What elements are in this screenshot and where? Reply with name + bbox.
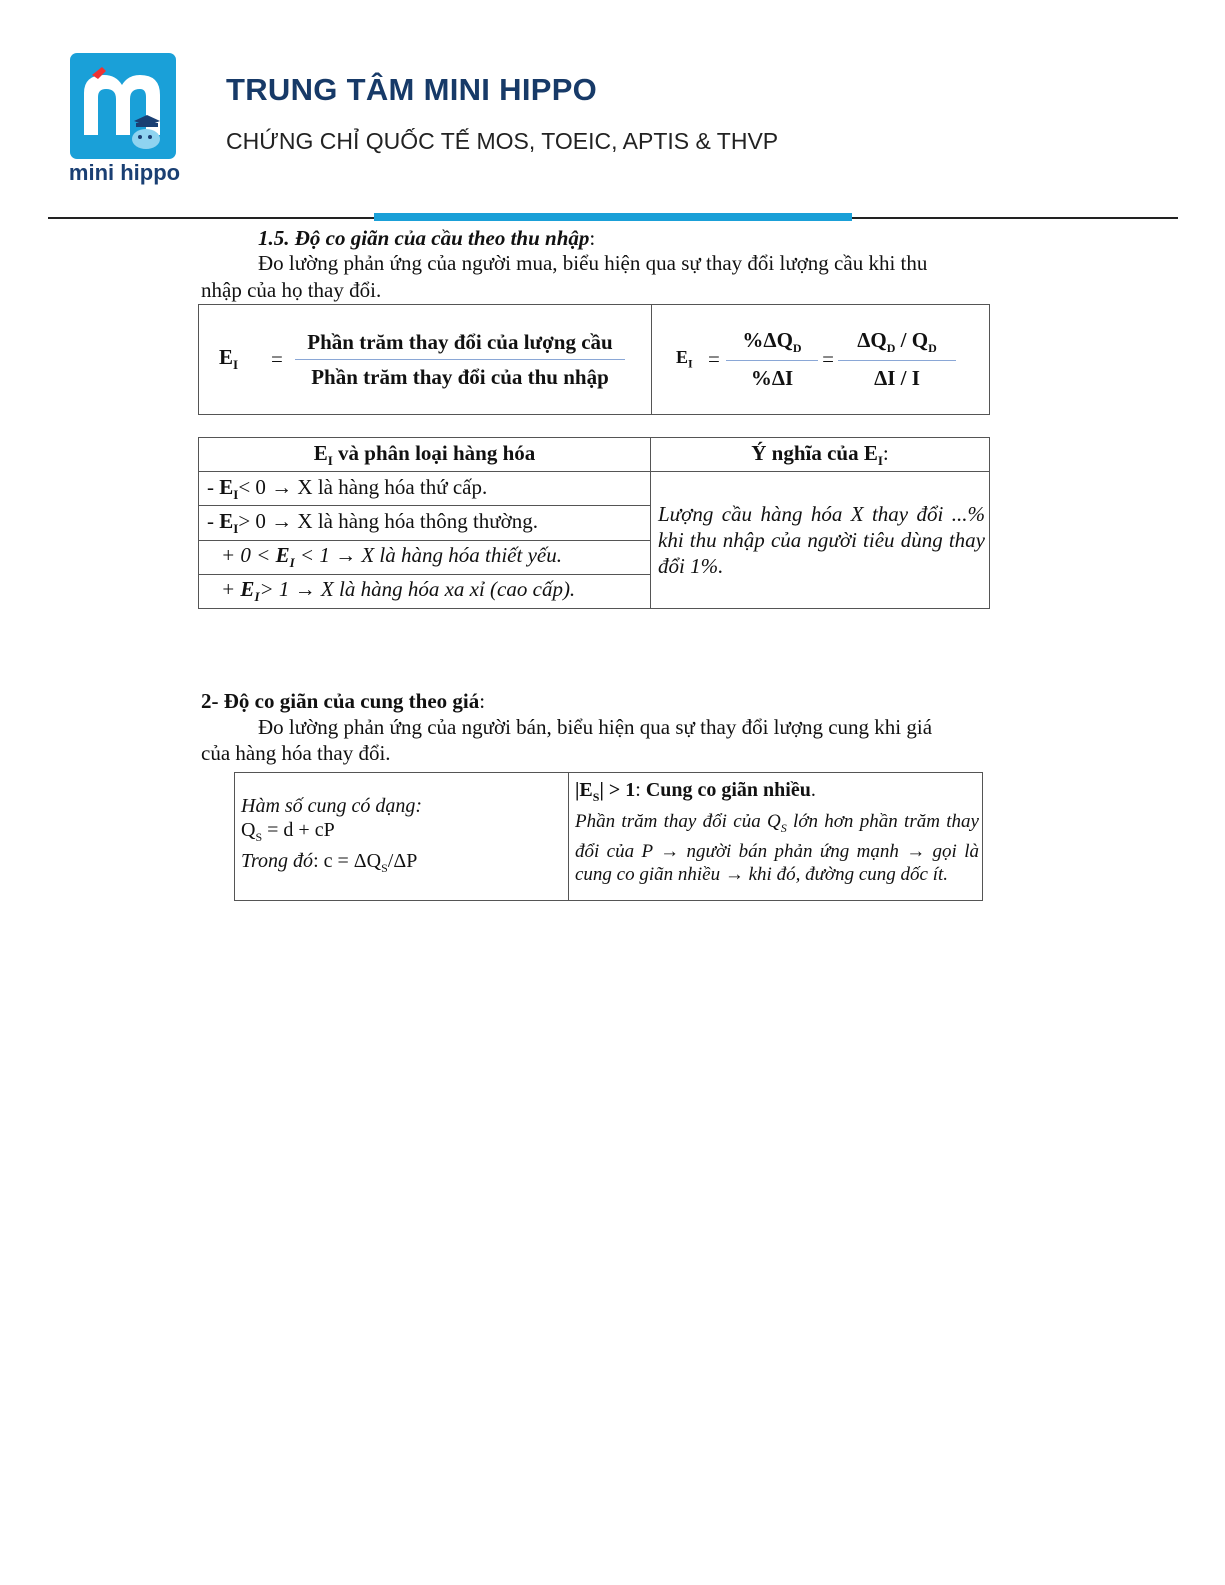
income-elasticity-fraction bbox=[295, 330, 625, 390]
table-row: + $0 < E_I < 1 \to X$ là hàng hóa thiết yếu. bbox=[199, 540, 651, 574]
table-row: - $E_I< 0 \to X$ là hàng hóa thứ cấp. bbox=[199, 472, 651, 506]
section-1-5-heading: 1.5. Độ co giãn của cầu theo thu nhập: bbox=[258, 226, 596, 250]
formula-left-cell bbox=[199, 305, 652, 415]
equals-sign: = bbox=[271, 347, 283, 371]
fraction-numerator: Phần trăm thay đổi của lượng cầu bbox=[307, 329, 613, 354]
section-2-para-line2: của hàng hóa thay đổi. bbox=[201, 741, 391, 765]
logo-wordmark: mini hippo bbox=[68, 160, 181, 185]
elastic-supply-description: Phần trăm thay đổi của $Q_S$ lớn hơn phần trăm thay đổi của P → người bán phản ứng mạnh → gọi là cung co giãn nhiều → khi đó, đường cung dốc ít. bbox=[575, 811, 979, 885]
supply-function-formula: $Q_S = d$ + cP bbox=[241, 818, 335, 844]
brand-subtitle: CHỨNG CHỈ QUỐC TẾ MOS, TOEIC, APTIS & THVP bbox=[226, 128, 779, 154]
supply-function-cell bbox=[235, 773, 569, 901]
section-1-5-para-line2: nhập của họ thay đổi. bbox=[201, 278, 382, 302]
header-accent-bar bbox=[374, 213, 852, 221]
ei-symbol-right: $E_I$ bbox=[676, 347, 693, 371]
brand-title: TRUNG TÂM MINI HIPPO bbox=[226, 72, 598, 107]
meaning-cell: Lượng cầu hàng hóa X thay đổi ...% khi thu nhập của người tiêu dùng thay đổi 1%. bbox=[651, 472, 990, 609]
classification-table bbox=[198, 437, 990, 609]
table-row: + $E_I> 1 \to X$ là hàng hóa xa xỉ (cao cấp). bbox=[199, 574, 651, 608]
elastic-supply-cell bbox=[569, 773, 983, 901]
hippo-logo-icon bbox=[70, 53, 176, 159]
section-2-para-line1: Đo lường phản ứng của người bán, biểu hiện qua sự thay đổi lượng cung khi giá bbox=[258, 715, 933, 739]
formula-right-cell bbox=[652, 305, 990, 415]
logo-mark bbox=[70, 53, 176, 159]
elastic-supply-title: $|E_S| > 1$: Cung co giãn nhiều. bbox=[575, 779, 816, 804]
ei-symbol: $E_I$ bbox=[219, 345, 239, 373]
supply-slope-formula: Trong đó: $c = \Delta Q_S/\Delta P$ bbox=[241, 849, 418, 875]
fraction-denominator: Phần trăm thay đổi của thu nhập bbox=[295, 359, 625, 390]
supply-table bbox=[234, 772, 983, 901]
table-row: - $E_I> 0 \to X$ là hàng hóa thông thường. bbox=[199, 506, 651, 540]
percent-fraction: $\frac{\%\Delta Q_D}{\%\Delta I}$ bbox=[726, 328, 818, 391]
formula-table bbox=[198, 304, 990, 415]
supply-function-label: Hàm số cung có dạng: bbox=[241, 794, 423, 817]
equals-sign-1: = bbox=[708, 347, 720, 371]
section-2-heading: 2- Độ co giãn của cung theo giá: bbox=[201, 689, 486, 713]
section-1-5-para-line1: Đo lường phản ứng của người mua, biểu hiện qua sự thay đổi lượng cầu khi thu bbox=[258, 251, 928, 275]
equals-sign-2: = bbox=[822, 347, 834, 371]
table-header-meaning: Ý nghĩa của $E_I$: bbox=[651, 438, 990, 472]
table-header-classification: $E_I$ và phân loại hàng hóa bbox=[199, 438, 651, 472]
delta-fraction: $\frac{\Delta Q_D / Q_D}{\Delta I / I}$ bbox=[838, 328, 956, 391]
